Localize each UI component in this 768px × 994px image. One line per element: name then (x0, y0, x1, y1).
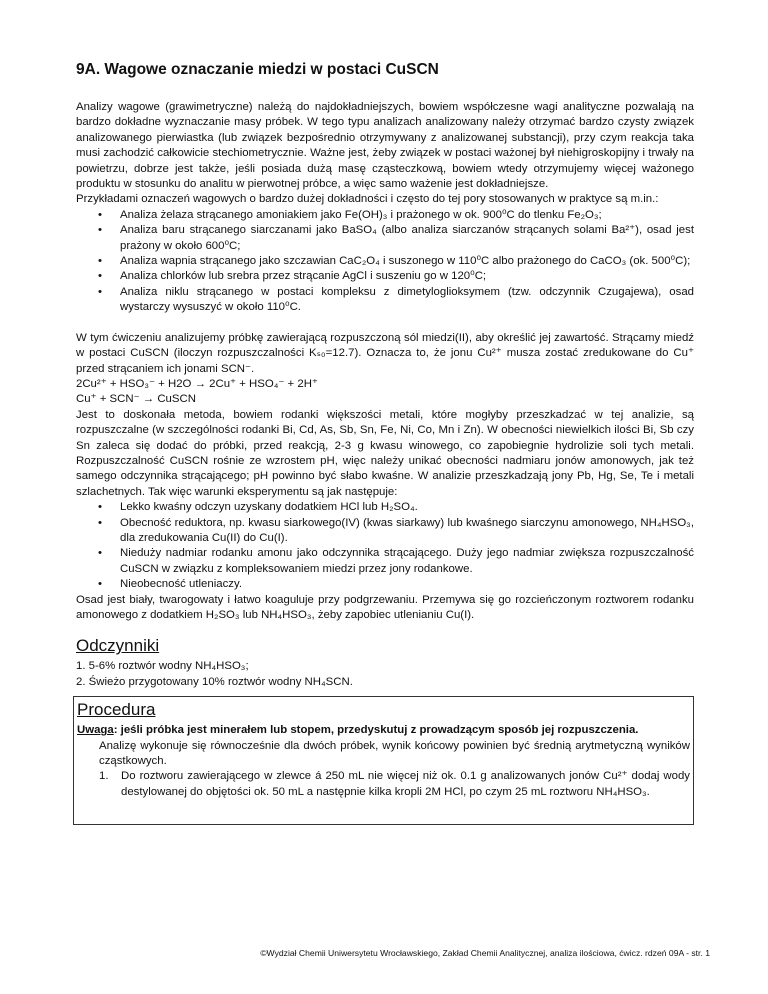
procedure-box (73, 696, 694, 825)
reaction-equation-1: 2Cu²⁺ + HSO₃⁻ + H2O → 2Cu⁺ + HSO₄⁻ + 2H⁺ (76, 377, 318, 390)
reaction-equation-2: Cu⁺ + SCN⁻ → CuSCN (76, 393, 196, 406)
examples-list (76, 208, 694, 316)
list-item: • Analiza chlorków lub srebra przez strącanie AgCl i suszeniu go w 120⁰C; (120, 269, 694, 284)
warning-text: : jeśli próbka jest minerałem lub stopem, przedyskutuj z prowadzącym sposób jej rozpuszczenia. (113, 724, 639, 737)
list-item: • Analiza niklu strącanego w postaci kompleksu z dimetyloglioksymem (tzw. odczynnik Czugajewa), osad wystarczy wysuszyć w około 110⁰C. (120, 285, 694, 316)
step-number: 1. (99, 770, 109, 783)
reagent-item: 1. 5-6% roztwór wodny NH₄HSO₃; (76, 660, 249, 673)
procedure-heading: Procedura (77, 700, 156, 720)
method-paragraph: Jest to doskonała metoda, bowiem rodanki większości metali, które mogłyby przeszkadzać w tej analizie, są rozpuszczalne (w szczególności rodanki Bi, Cd, As, Sb, Sn, Fe, Ni, Co, Mn i Zn). W obecności niewielkich ilości Bi, Sb czy Sn zaleca się dodać do próbki, przed reakcją, 2-3 g kwasu winowego, co zapobiegnie hydrolizie soli tych metali. Rozpuszczalność CuSCN rośnie ze wzrostem pH, więc należy unikać obecności nadmiaru jonów amonowych, jak też samego odczynnika strącającego; pH powinno być słabo kwaśne. W analizie przeszkadzają jony Pb, Hg, Se, Te i metali szlachetnych. Tak więc warunki eksperymentu są jak następuje: (76, 408, 694, 498)
procedure-intro: Analizę wykonuje się równocześnie dla dwóch próbek, wynik końcowy powinien być średnią arytmetyczną wyników cząstkowych. (99, 739, 690, 768)
procedure-steps (77, 769, 690, 800)
reagents-heading: Odczynniki (76, 636, 160, 656)
page-title: 9A. Wagowe oznaczanie miedzi w postaci CuSCN (76, 61, 439, 78)
list-item: • Nieobecność utleniaczy. (120, 577, 694, 592)
exercise-paragraph: W tym ćwiczeniu analizujemy próbkę zawierającą rozpuszczoną sól miedzi(II), aby określić jej zawartość. Strącamy miedź w postaci CuSCN (iloczyn rozpuszczalności Kₛ₀=12.7). Oznacza to, że jonu Cu²⁺ musza zostać zredukowane do Cu⁺ przed strącaniem ich jonami SCN⁻. (76, 331, 694, 375)
reagent-item: 2. Świeżo przygotowany 10% roztwór wodny NH₄SCN. (76, 675, 353, 688)
closing-paragraph: Osad jest biały, twarogowaty i łatwo koaguluje przy podgrzewaniu. Przemywa się go rozcieńczonym roztworem rodanku amonowego z dodatkiem H₂SO₃ lub NH₄HSO₃, żeby zapobiec utlenianiu Cu(I). (76, 593, 694, 621)
list-item: • Obecność reduktora, np. kwasu siarkowego(IV) (kwas siarkawy) lub kwaśnego siarczynu amonowego, NH₄HSO₃, dla zredukowania Cu(II) do Cu(I). (120, 516, 694, 547)
step-text: Do roztworu zawierającego w zlewce á 250 mL nie więcej niż ok. 0.1 g analizowanych jonów Cu²⁺ dodaj wody destylowanej do objętości ok. 50 mL a następnie kilka kropli 2M HCl, po czym 25 mL roztworu NH₄HSO₃. (121, 770, 690, 798)
list-item: • Analiza żelaza strącanego amoniakiem jako Fe(OH)₃ i prażonego w ok. 900⁰C do tlenku Fe₂O₃; (120, 208, 694, 223)
list-item: • Analiza baru strącanego siarczanami jako BaSO₄ (albo analiza siarczanów strącanych solami Ba²⁺), osad jest prażony w około 600⁰C; (120, 223, 694, 254)
procedure-warning (77, 723, 690, 738)
procedure-step (99, 769, 690, 800)
conditions-list (76, 500, 694, 592)
document-page (76, 60, 694, 825)
warning-label: Uwaga (77, 724, 114, 737)
list-item: • Nieduży nadmiar rodanku amonu jako odczynnika strącającego. Duży jego nadmiar zwiększa rozpuszczalność CuSCN w związku z kompleksowaniem miedzi przez jony rodankowe. (120, 546, 694, 577)
page-footer: ©Wydział Chemii Uniwersytetu Wrocławskiego, Zakład Chemii Analitycznej, analiza ilościowa, ćwicz. rdzeń 09A - str. 1 (260, 948, 710, 958)
examples-lead: Przykładami oznaczeń wagowych o bardzo dużej dokładności i często do tej pory stosowanych w praktyce są m.in.: (76, 193, 659, 206)
list-item: • Lekko kwaśny odczyn uzyskany dodatkiem HCl lub H₂SO₄. (120, 500, 694, 515)
intro-paragraph: Analizy wagowe (grawimetryczne) należą do najdokładniejszych, bowiem współczesne wagi analityczne pozwalają na bardzo dokładne wyznaczanie masy próbek. W tego typu analizach analizowany należy otrzymać bardzo czysty związek analizowanego pierwiastka (lub związek bezpośrednio otrzymywany z analizowanej substancji), przy czym reakcja taka musi zachodzić całkowicie stechiometrycznie. Ważne jest, żeby związek w postaci ważonej był niehigroskopijny i trwały na powietrzu, dobrze jest także, jeśli posiada dużą masę cząsteczkową, bowiem wtedy otrzymujemy więcej ważonego produktu w stosunku do analitu w pierwotnej próbce, a więc samo ważenie jest dokładniejsze. (76, 101, 694, 191)
list-item: • Analiza wapnia strącanego jako szczawian CaC₂O₄ i suszonego w 110⁰C albo prażonego do CaCO₃ (ok. 500⁰C); (120, 254, 694, 269)
